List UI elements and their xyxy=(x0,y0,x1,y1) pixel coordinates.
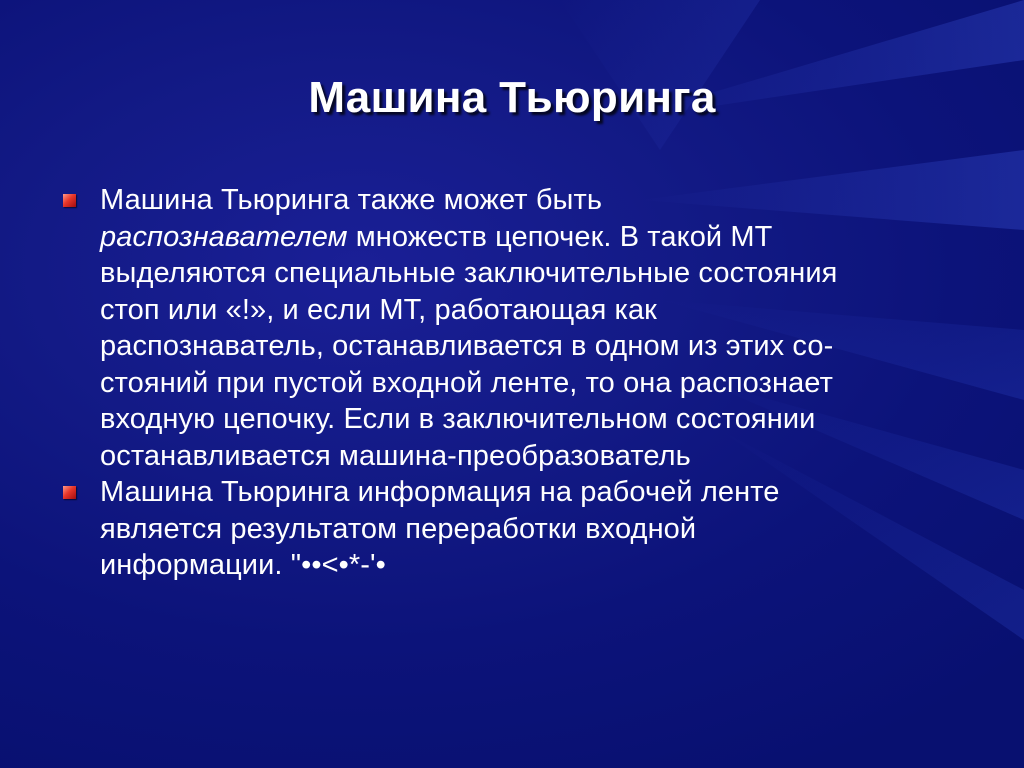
italic-term: распознавателем xyxy=(100,220,348,253)
text-line: Машина Тьюринга также может быть xyxy=(100,184,603,216)
bullet-item-recognizer xyxy=(62,182,962,474)
text-line: входную цепочку. Если в заключительном состоянии xyxy=(100,403,816,435)
text-line: распознавателем множеств цепочек. В такой МТ xyxy=(100,220,773,253)
text-line: выделяются специальные заключительные состояния xyxy=(100,257,838,289)
text-line: распознаватель, останавливается в одном из этих со- xyxy=(100,330,834,362)
text-line: Машина Тьюринга информация на рабочей ленте xyxy=(100,476,780,508)
text-line: стояний при пустой входной ленте, то она распознает xyxy=(100,366,833,399)
bullet-item-transformer xyxy=(62,474,962,584)
text-line: стоп или «!», и если МТ, работающая как xyxy=(100,293,657,326)
slide-title: Машина Тьюринга xyxy=(308,73,716,122)
bullet-list xyxy=(62,182,962,584)
text-line: останавливается машина-преобразователь xyxy=(100,439,691,472)
bullet-square-icon xyxy=(63,194,76,207)
text-line: является результатом переработки входной xyxy=(100,512,697,545)
bullet-square-icon xyxy=(63,486,76,499)
text-line: информации. "••<•*-'• xyxy=(100,549,386,581)
